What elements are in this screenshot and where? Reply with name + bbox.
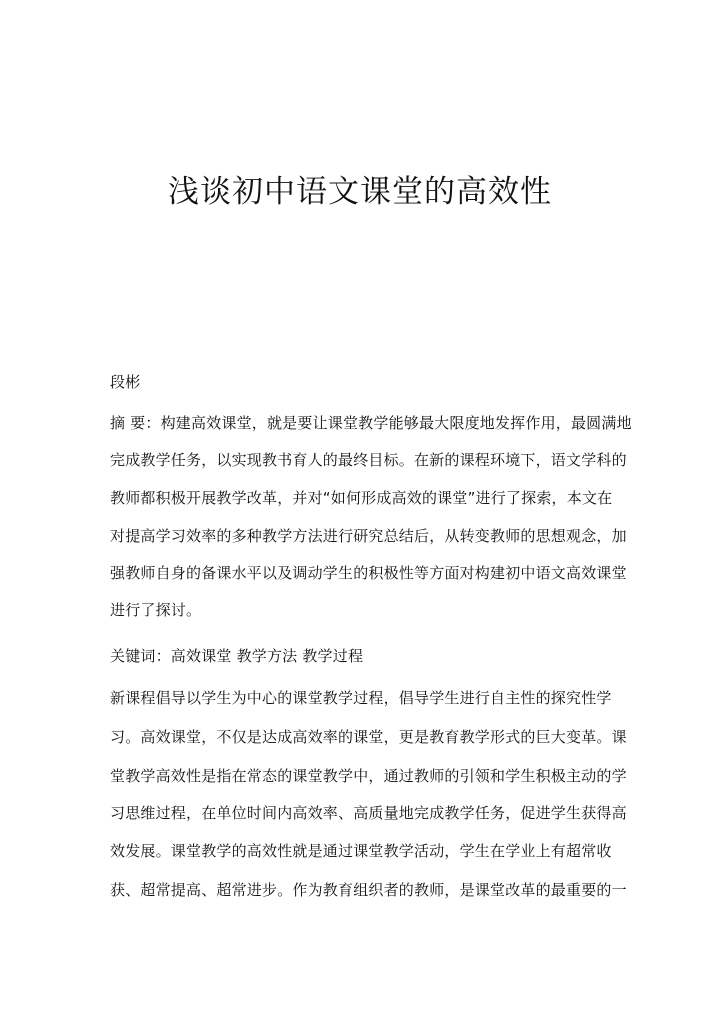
- keywords-line: 关键词：高效课堂 教学方法 教学过程: [110, 647, 364, 665]
- document-title: 浅谈初中语文课堂的高效性: [168, 174, 552, 210]
- author-name: 段彬: [110, 373, 141, 391]
- body-line: 习。高效课堂，不仅是达成高效率的课堂，更是教育教学形式的巨大变革。课: [110, 728, 627, 746]
- body-line: 堂教学高效性是指在常态的课堂教学中，通过教师的引领和学生积极主动的学: [110, 767, 627, 785]
- body-line: 获、超常提高、超常进步。作为教育组织者的教师，是课堂改革的最重要的一: [110, 881, 627, 899]
- abstract-line: 对提高学习效率的多种教学方法进行研究总结后，从转变教师的思想观念，加: [110, 527, 627, 545]
- abstract-line: 进行了探讨。: [110, 601, 202, 619]
- body-line: 效发展。课堂教学的高效性就是通过课堂教学活动，学生在学业上有超常收: [110, 842, 612, 860]
- body-line: 习思维过程，在单位时间内高效率、高质量地完成教学任务，促进学生获得高: [110, 804, 627, 822]
- body-line: 新课程倡导以学生为中心的课堂教学过程，倡导学生进行自主性的探究性学: [110, 689, 612, 707]
- abstract-line: 完成教学任务，以实现教书育人的最终目标。在新的课程环境下，语文学科的: [110, 451, 627, 469]
- abstract-line: 教师都积极开展教学改革，并对“如何形成高效的课堂”进行了探索，本文在: [110, 489, 613, 507]
- abstract-line: 强教师自身的备课水平以及调动学生的积极性等方面对构建初中语文高效课堂: [110, 564, 627, 582]
- abstract-line: 摘 要：构建高效课堂，就是要让课堂教学能够最大限度地发挥作用，最圆满地: [110, 414, 632, 432]
